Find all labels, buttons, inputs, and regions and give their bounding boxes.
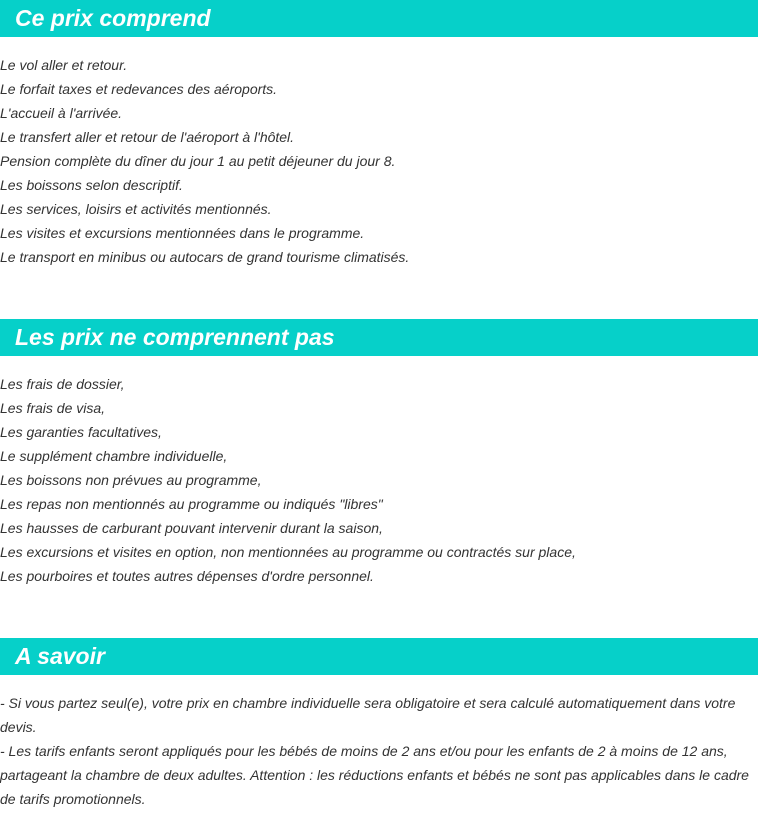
good-to-know-header: A savoir	[0, 638, 758, 675]
good-to-know-notes	[0, 691, 752, 811]
list-item: Les services, loisirs et activités mentionnés.	[0, 201, 272, 217]
list-item: Le forfait taxes et redevances des aéroports.	[0, 81, 278, 97]
note-paragraph: - Les tarifs enfants seront appliqués pour les bébés de moins de 2 ans et/ou pour les enfants de 2 à moins de 12 ans, partageant la chambre de deux adultes. Attention : les réductions enfants et bébés ne sont pas applicables dans le cadre de tarifs promotionnels.	[0, 743, 749, 807]
list-item: Les hausses de carburant pouvant intervenir durant la saison,	[0, 520, 383, 536]
list-item: Les excursions et visites en option, non mentionnées au programme ou contractés sur place,	[0, 544, 576, 560]
list-item: Les repas non mentionnés au programme ou indiqués "libres"	[0, 496, 383, 512]
price-excludes-list	[0, 372, 758, 588]
list-item: Pension complète du dîner du jour 1 au petit déjeuner du jour 8.	[0, 153, 396, 169]
price-excludes-header: Les prix ne comprennent pas	[0, 319, 758, 356]
list-item: Les pourboires et toutes autres dépenses d'ordre personnel.	[0, 568, 374, 584]
list-item: Le supplément chambre individuelle,	[0, 448, 228, 464]
list-item: Le transport en minibus ou autocars de grand tourisme climatisés.	[0, 249, 410, 265]
price-includes-list	[0, 53, 758, 269]
list-item: Le transfert aller et retour de l'aéroport à l'hôtel.	[0, 129, 295, 145]
list-item: Les boissons selon descriptif.	[0, 177, 183, 193]
note-paragraph: - Si vous partez seul(e), votre prix en chambre individuelle sera obligatoire et sera calculé automatiquement dans votre devis.	[0, 695, 736, 735]
list-item: L'accueil à l'arrivée.	[0, 105, 123, 121]
good-to-know-section	[0, 638, 758, 811]
list-item: Le vol aller et retour.	[0, 57, 128, 73]
list-item: Les frais de dossier,	[0, 376, 125, 392]
price-includes-section	[0, 0, 758, 269]
list-item: Les visites et excursions mentionnées dans le programme.	[0, 225, 365, 241]
list-item: Les frais de visa,	[0, 400, 106, 416]
price-includes-header: Ce prix comprend	[0, 0, 758, 37]
list-item: Les boissons non prévues au programme,	[0, 472, 262, 488]
list-item: Les garanties facultatives,	[0, 424, 162, 440]
price-excludes-section	[0, 319, 758, 588]
